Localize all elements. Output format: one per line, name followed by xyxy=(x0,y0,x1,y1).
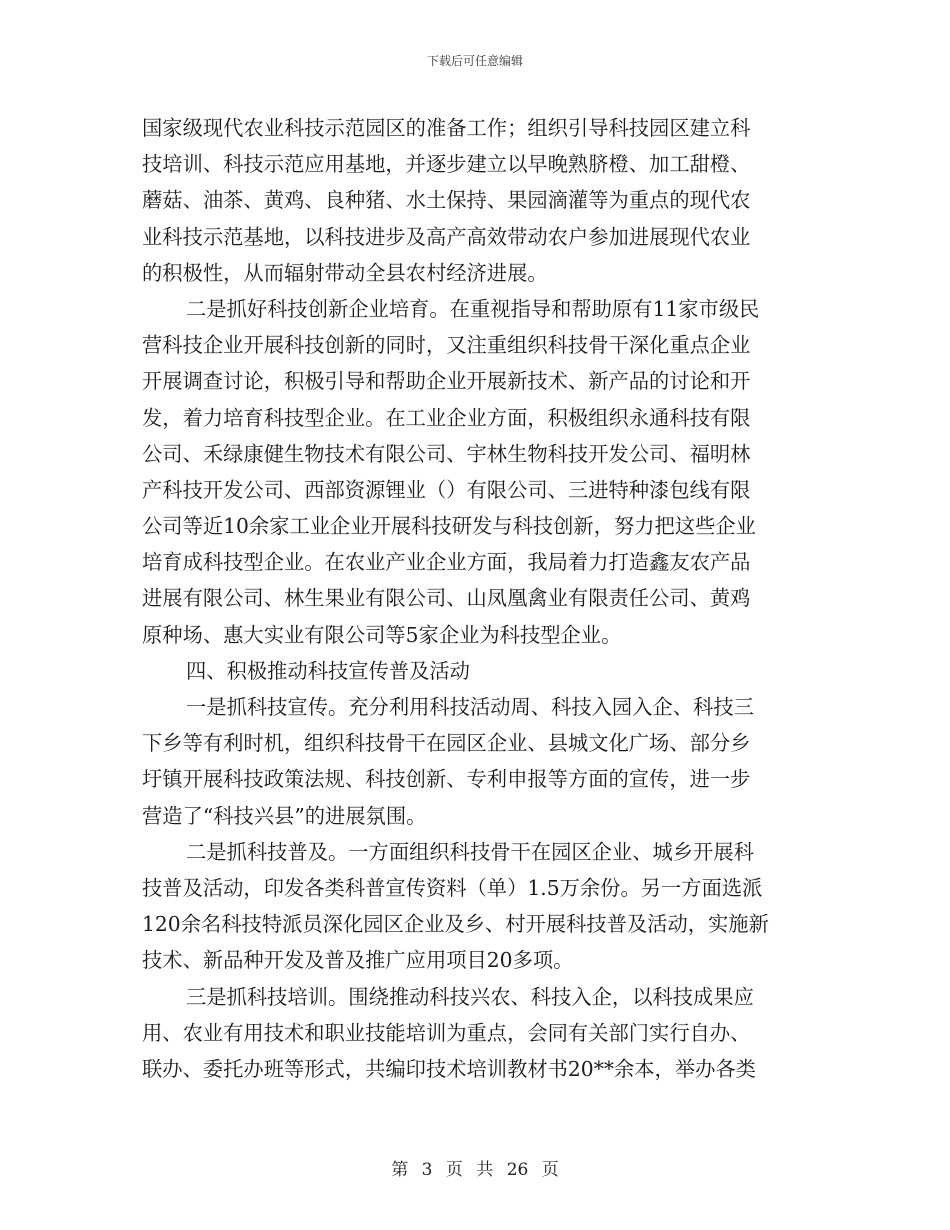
text-line: 技培训、科技示范应用基地，并逐步建立以早晚熟脐橙、加工甜橙、 xyxy=(142,152,751,177)
text-line: 二是抓科技普及。一方面组织科技骨干在园区企业、城乡开展科 xyxy=(186,839,754,864)
text-line: 一是抓科技宣传。充分利用科技活动周、科技入园入企、科技三 xyxy=(186,695,754,719)
section-heading: 四、积极推动科技宣传普及活动 xyxy=(186,658,470,683)
text-line: 公司等近10余家工业企业开展科技研发与科技创新，努力把这些企业 xyxy=(142,514,756,539)
text-line: 技普及活动，印发各类科普宣传资料（单）1.5万余份。另一方面选派 xyxy=(142,875,763,900)
page-footer: 第 3 页 共 26 页 xyxy=(391,1160,559,1180)
text-line: 用、农业有用技术和职业技能培训为重点，会同有关部门实行自办、 xyxy=(142,1020,751,1045)
text-line: 产科技开发公司、西部资源锂业（）有限公司、三进特种漆包线有限 xyxy=(142,477,751,502)
text-line: 原种场、惠大实业有限公司等5家企业为科技型企业。 xyxy=(142,622,622,647)
document-body xyxy=(142,110,804,1087)
text-line: 公司、禾绿康健生物技术有限公司、宇林生物科技开发公司、福明林 xyxy=(142,441,751,466)
text-line: 120余名科技特派员深化园区企业及乡、村开展科技普及活动，实施新 xyxy=(142,912,769,937)
text-line: 业科技示范基地，以科技进步及高产高效带动农户参加进展现代农业 xyxy=(142,224,751,249)
text-line: 营科技企业开展科技创新的同时，又注重组织科技骨干深化重点企业 xyxy=(142,333,751,358)
text-line: 联办、委托办班等形式，共编印技术培训教材书20**余本，举办各类 xyxy=(142,1056,756,1081)
text-line: 开展调查讨论，积极引导和帮助企业开展新技术、新产品的讨论和开 xyxy=(142,369,751,394)
text-line: 圩镇开展科技政策法规、科技创新、专利申报等方面的宣传，进一步 xyxy=(142,767,751,792)
text-line: 二是抓好科技创新企业培育。在重视指导和帮助原有11家市级民 xyxy=(186,296,760,321)
text-line: 国家级现代农业科技示范园区的准备工作；组织引导科技园区建立科 xyxy=(142,116,751,140)
text-line: 蘑菇、油茶、黄鸡、良种猪、水土保持、果园滴灌等为重点的现代农 xyxy=(142,188,751,213)
text-line: 营造了“科技兴县”的进展氛围。 xyxy=(142,803,427,828)
text-line: 三是抓科技培训。围绕推动科技兴农、科技入企，以科技成果应 xyxy=(186,984,754,1009)
text-line: 的积极性，从而辐射带动全县农村经济进展。 xyxy=(142,260,548,285)
text-line: 下乡等有利时机，组织科技骨干在园区企业、县城文化广场、部分乡 xyxy=(142,731,751,756)
text-line: 培育成科技型企业。在农业产业企业方面，我局着力打造鑫友农产品 xyxy=(142,550,751,575)
text-line: 进展有限公司、林生果业有限公司、山凤凰禽业有限责任公司、黄鸡 xyxy=(142,586,751,611)
text-line: 发，着力培育科技型企业。在工业企业方面，积极组织永通科技有限 xyxy=(142,405,751,430)
text-line: 技术、新品种开发及普及推广应用项目20多项。 xyxy=(142,948,574,973)
page-header: 下载后可任意编辑 xyxy=(426,54,523,68)
